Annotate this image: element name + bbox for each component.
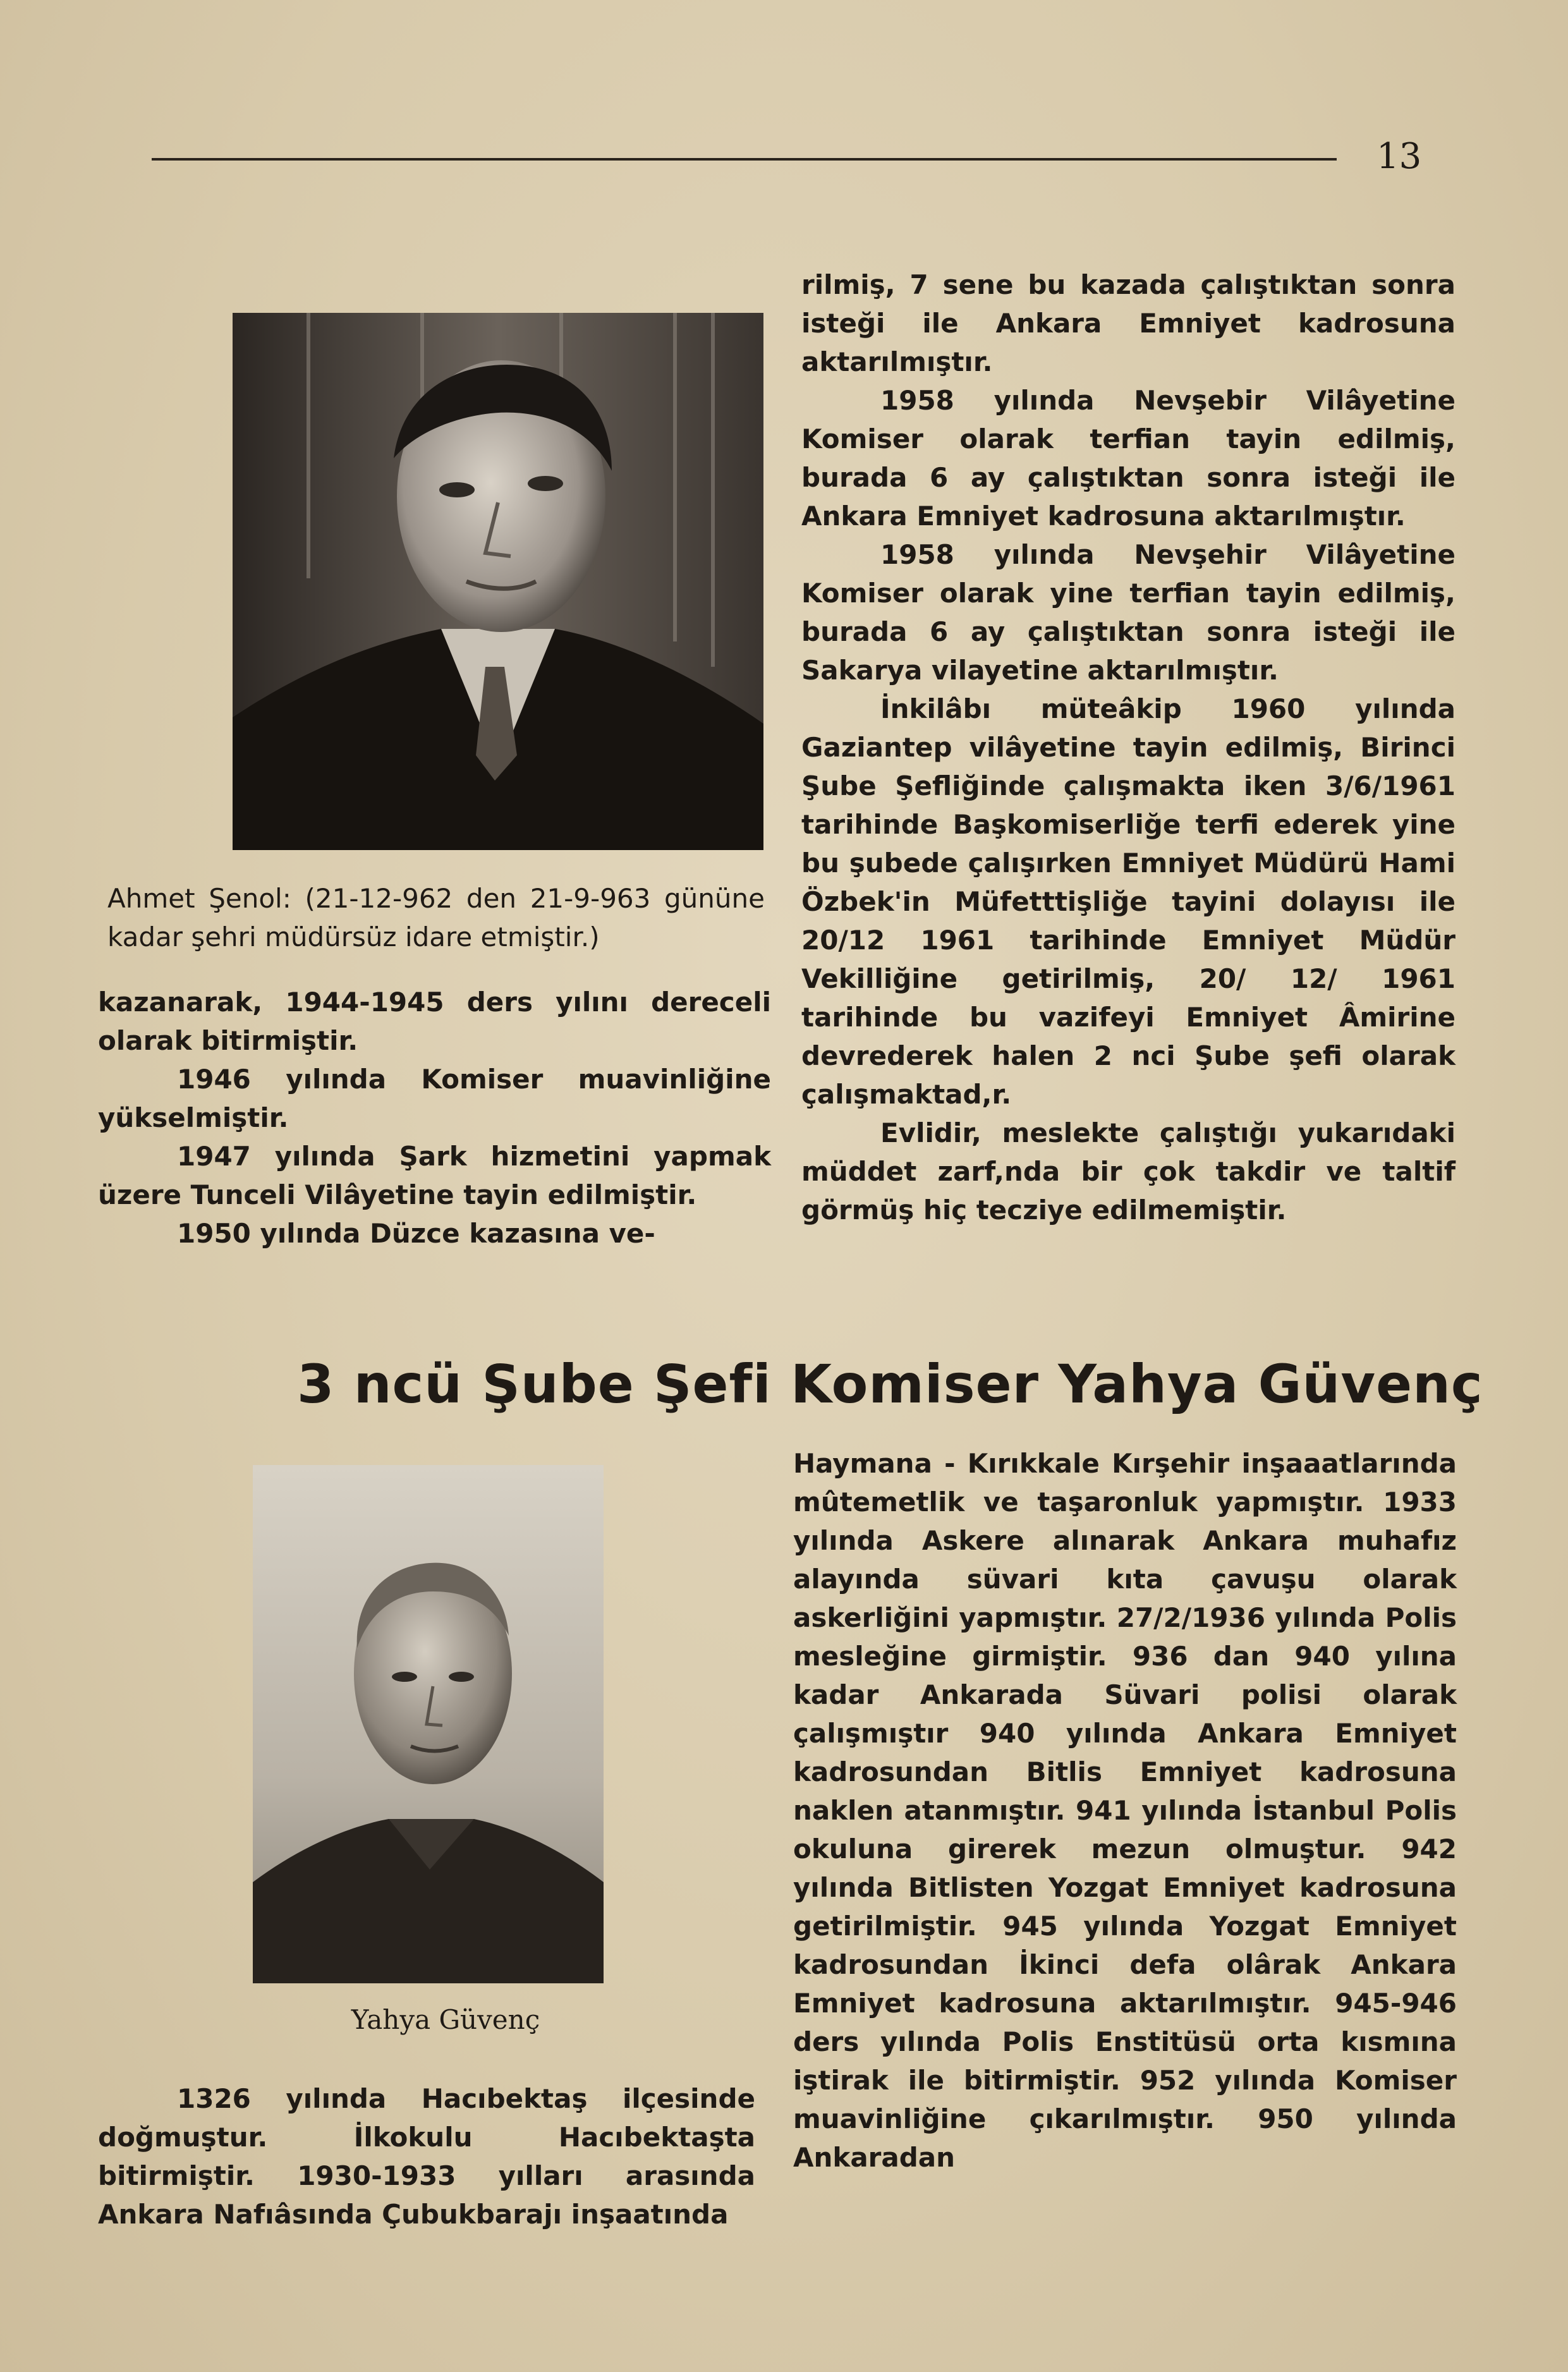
header-rule [152, 158, 1337, 161]
section-title: 3 ncü Şube Şefi Komiser Yahya Güvenç [297, 1353, 1483, 1415]
paragraph: rilmiş, 7 sene bu kazada çalıştıktan sonra isteği ile Ankara Emniyet kadrosuna aktarılmıştır. [801, 269, 1456, 377]
paragraph: Evlidir, meslekte çalıştığı yukarıdaki müddet zarf,nda bir çok takdir ve taltif görmüş hiç tecziye edilmemiştir. [801, 1117, 1456, 1226]
paragraph: İnkilâbı müteâkip 1960 yılında Gaziantep vilâyetine tayin edilmiş, Birinci Şube Şefliğinde çalışmakta iken 3/6/1961 tarihinde Başkomiserliğe terfi ederek yine bu şubede çalışırken Emniyet Müdürü Hami Özbek'in Müfetttişliğe tayini dolayısı ile 20/12 1961 tarihinde Emniyet Müdür Vekilliğine getirilmiş, 20/ 12/ 1961 tarihinde bu vazifeyi Emniyet Âmirine devrederek halen 2 nci Şube şefi olarak çalışmaktad,r. [801, 693, 1456, 1110]
bottom-right-column [793, 1444, 1457, 2177]
top-right-column [801, 265, 1456, 1229]
paragraph: 1950 yılında Düzce kazasına ve- [177, 1218, 655, 1249]
caption-text: Ahmet Şenol: (21-12-962 den 21-9-963 gününe kadar şehri müdürsüz idare etmiştir.) [107, 883, 765, 952]
photo-caption-ahmet-senol [107, 879, 765, 956]
paragraph: 1946 yılında Komiser muavinliğine yükselmiştir. [98, 1064, 771, 1133]
paragraph: 1326 yılında Hacıbektaş ilçesinde doğmuştur. İlkokulu Hacıbektaşta bitirmiştir. 1930-1933 yılları arasında Ankara Nafıâsında Çubukbarajı inşaatında [98, 2083, 755, 2230]
paragraph: 1958 yılında Nevşebir Vilâyetine Komiser olarak terfian tayin edilmiş, burada 6 ay çalıştıktan sonra isteği ile Ankara Emniyet kadrosuna aktarılmıştır. [801, 385, 1456, 532]
page-number: 13 [1377, 136, 1422, 177]
portrait-photo-yahya-guvenc [253, 1465, 604, 1983]
paragraph: kazanarak, 1944-1945 ders yılını dereceli olarak bitirmiştir. [98, 987, 771, 1056]
paragraph: Haymana - Kırıkkale Kırşehir inşaaatlarında mûtemetlik ve taşaronluk yapmıştır. 1933 yılında Askere alınarak Ankara muhafız alayında süvari kıta çavuşu olarak askerliğini yapmıştır. 27/2/1936 yılında Polis mesleğine girmiştir. 936 dan 940 yılına kadar Ankarada Süvari polisi olarak çalışmıştır 940 yılında Ankara Emniyet kadrosundan Bitlis Emniyet kadrosuna naklen atanmıştır. 941 yılında İstanbul Polis okuluna girerek mezun olmuştur. 942 yılında Bitlisten Yozgat Emniyet kadrosuna getirilmiştir. 945 yılında Yozgat Emniyet kadrosundan İkinci defa olârak Ankara Emniyet kadrosuna aktarılmıştır. 945-946 ders yılında Polis Enstitüsü orta kısmına iştirak ile bitirmiştir. 952 yılında Komiser muavinliğine çıkarılmıştır. 950 yılında Ankaradan [793, 1448, 1457, 2173]
top-left-column [98, 983, 771, 1253]
paragraph: 1947 yılında Şark hizmetini yapmak üzere Tunceli Vilâyetine tayin edilmiştir. [98, 1141, 771, 1210]
portrait-photo-ahmet-senol [233, 313, 763, 850]
bottom-left-column [98, 2079, 755, 2234]
photo-caption-yahya-guvenc: Yahya Güvenç [351, 2004, 540, 2035]
paragraph: 1958 yılında Nevşehir Vilâyetine Komiser olarak yine terfian tayin edilmiş, burada 6 ay çalıştıktan sonra isteği ile Sakarya vilayetine aktarılmıştır. [801, 539, 1456, 686]
